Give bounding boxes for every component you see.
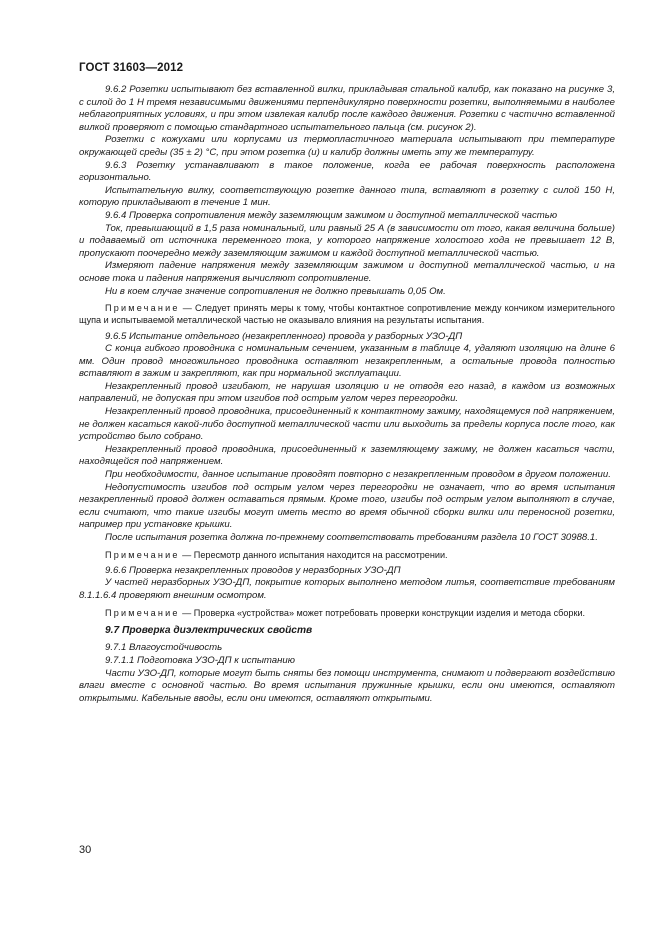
note bbox=[79, 607, 615, 619]
note-text: — Проверка «устройства» может потребовать проверки конструкции изделия и метода сборки. bbox=[179, 607, 586, 618]
paragraph: Ток, превышающий в 1,5 раза номинальный, или равный 25 А (в зависимости от того, какая величина больше) и подаваемый от источника переменного тока, у которого напряжение холостого хода не превышает 12 В, пропускают поочередно между заземляющим зажимом и каждой доступной металлической частью. bbox=[79, 222, 615, 259]
paragraph: Испытательную вилку, соответствующую розетке данного типа, вставляют в розетку с силой 150 Н, которую прикладывают в течение 1 мин. bbox=[79, 184, 615, 209]
paragraph: 9.7.1 Влагоустойчивость bbox=[105, 642, 223, 654]
paragraph: Незакрепленный провод проводника, присоединенный к контактному зажиму, находящемуся под напряжением, не должен касаться какой-либо доступной металлической части или выходить за пределы корпуса после того, как устройство было собрано. bbox=[79, 406, 615, 443]
note-text: — Следует принять меры к тому, чтобы контактное сопротивление между кончиком измерительного щупа и испытываемой металлической частью не оказывало влияния на результаты испытания. bbox=[79, 303, 615, 326]
paragraph: Незакрепленный провод проводника, присоединенный к заземляющему зажиму, не должен касаться части, находящейся под напряжением. bbox=[79, 443, 615, 468]
paragraph: Ни в коем случае значение сопротивления не должно превышать 0,05 Ом. bbox=[105, 285, 446, 297]
paragraph: 9.6.4 Проверка сопротивления между заземляющим зажимом и доступной металлической частью bbox=[105, 209, 558, 221]
section-heading: 9.7 Проверка диэлектрических свойств bbox=[105, 624, 313, 636]
standard-code-header: ГОСТ 31603—2012 bbox=[79, 62, 184, 74]
paragraph: С конца гибкого проводника с номинальным сечением, указанным в таблице 4, удаляют изоляцию на длине 6 мм. Один провод многожильного проводника оставляют незакрепленным, а остальные провода полностью вставляют в зажим и закрепляют, как при нормальной эксплуатации. bbox=[79, 343, 615, 380]
paragraph: Части УЗО-ДП, которые могут быть сняты без помощи инструмента, снимают и подвергают воздействию влаги вместе с основной частью. Во время испытания пружинные крышки, если они имеются, оставляют открытыми. Кабельные вводы, если они имеются, оставляют открытыми. bbox=[79, 667, 615, 704]
paragraph: 9.6.5 Испытание отдельного (незакрепленного) провода у разборных УЗО-ДП bbox=[105, 330, 463, 342]
paragraph: Незакрепленный провод изгибают, не нарушая изоляцию и не отводя его назад, в каждом из возможных направлений, не допуская при этом изгибов под острым углом через перегородки. bbox=[79, 380, 615, 405]
paragraph: Розетки с кожухами или корпусами из термопластичного материала испытывают при температуре окружающей среды (35 ± 2) °С, при этом розетка (и) и калибр должны иметь эту же температуру. bbox=[79, 134, 615, 158]
note-label: Примечание bbox=[105, 607, 180, 618]
paragraph: У частей неразборных УЗО-ДП, покрытие которых выполнено методом литья, соответствие требованиям 8.1.1.6.4 проверяют внешним осмотром. bbox=[79, 577, 615, 601]
note bbox=[79, 302, 615, 326]
paragraph: 9.6.6 Проверка незакрепленных проводов у неразборных УЗО-ДП bbox=[105, 564, 401, 576]
paragraph: Измеряют падение напряжения между заземляющим зажимом и доступной металлической частью, и на основе тока и падения напряжения вычисляют сопротивление. bbox=[79, 260, 615, 284]
paragraph: 9.6.3 Розетку устанавливают в такое положение, когда ее рабочая поверхность расположена горизонтально. bbox=[79, 159, 615, 184]
document-body bbox=[79, 84, 615, 705]
paragraph: После испытания розетка должна по-прежнему соответствовать требованиям раздела 10 ГОСТ 30988.1. bbox=[105, 532, 598, 543]
paragraph: Недопустимость изгибов под острым углом через перегородки не означает, что во время испытания незакрепленный провод должен оставаться прямым. Кроме того, изгибы под острым углом выполняют в случае, если считают, что такие изгибы могут иметь место во время обычной сборки вилки или переносной розетки, например при установке крышки. bbox=[79, 481, 615, 531]
note-text: — Пересмотр данного испытания находится на рассмотрении. bbox=[179, 549, 448, 560]
paragraph: При необходимости, данное испытание проводят повторно с незакрепленным проводом в другом положении. bbox=[105, 469, 611, 481]
note bbox=[79, 549, 615, 561]
note-label: Примечание bbox=[105, 549, 180, 560]
page-number: 30 bbox=[79, 844, 92, 856]
paragraph: 9.7.1.1 Подготовка УЗО-ДП к испытанию bbox=[105, 654, 295, 666]
note-label: Примечание bbox=[105, 303, 180, 314]
paragraph: 9.6.2 Розетки испытывают без вставленной вилки, прикладывая стальной калибр, как показано на рисунке 3, с силой до 1 Н тремя независимыми движениями перпендикулярно поверхности розетки, выполняемыми в наиболее неблагоприятных условиях, и при этом извлекая калибр после каждого движения. Розетки с частично вставленной вилкой проверяют с помощью стандартного испытательного пальца (см. рисунок 2). bbox=[79, 84, 615, 133]
